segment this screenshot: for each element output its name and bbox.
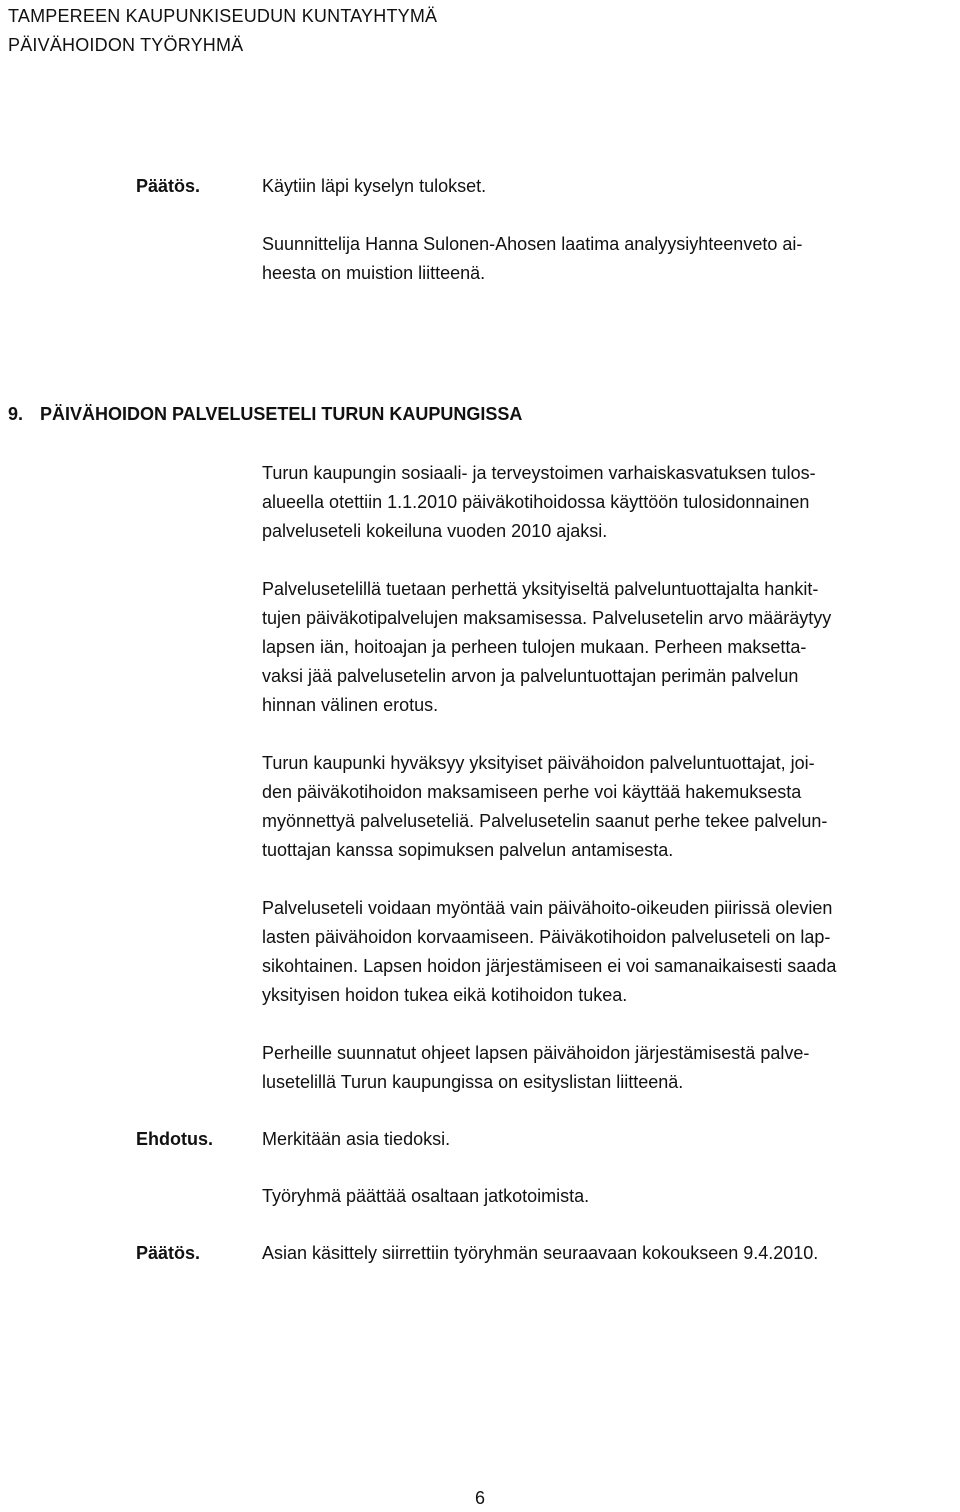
text-line: lasten päivähoidon korvaamiseen. Päiväkotihoidon palveluseteli on lap-	[262, 927, 831, 947]
text-line: Turun kaupunki hyväksyy yksityiset päivähoidon palveluntuottajat, joi-	[262, 753, 815, 773]
text-line: Palvelusetelillä tuetaan perhettä yksityiseltä palveluntuottajalta hankit-	[262, 579, 819, 599]
text-line: Käytiin läpi kyselyn tulokset.	[262, 176, 487, 196]
header-organization: TAMPEREEN KAUPUNKISEUDUN KUNTAYHTYMÄ	[8, 6, 438, 26]
text-line: Työryhmä päättää osaltaan jatkotoimista.	[262, 1186, 590, 1206]
document-header	[8, 2, 437, 60]
text-line: tujen päiväkotipalvelujen maksamisessa. Palvelusetelin arvo määräytyy	[262, 608, 832, 628]
text-line: myönnettyä palveluseteliä. Palvelusetelin saanut perhe tekee palvelun-	[262, 811, 828, 831]
text-line: vaksi jää palvelusetelin arvon ja palveluntuottajan perimän palvelun	[262, 666, 799, 686]
text-line: palveluseteli kokeiluna vuoden 2010 ajaksi.	[262, 521, 608, 541]
proposal-text	[262, 1125, 952, 1154]
text-line: yksityisen hoidon tukea eikä kotihoidon tukea.	[262, 985, 628, 1005]
decision-label: Päätös.	[136, 176, 201, 196]
text-line: tuottajan kanssa sopimuksen palvelun antamisesta.	[262, 840, 674, 860]
text-line: Perheille suunnatut ohjeet lapsen päivähoidon järjestämisestä palve-	[262, 1043, 810, 1063]
body-paragraph	[262, 894, 952, 1010]
section-number: 9.	[8, 404, 24, 424]
page-number: 6	[474, 1488, 485, 1508]
text-line: lapsen iän, hoitoajan ja perheen tulojen mukaan. Perheen maksetta-	[262, 637, 807, 657]
text-line: heesta on muistion liitteenä.	[262, 263, 486, 283]
section-heading	[8, 400, 522, 429]
header-group: PÄIVÄHOIDON TYÖRYHMÄ	[8, 35, 244, 55]
proposal-label: Ehdotus.	[136, 1129, 213, 1149]
decision-label: Päätös.	[136, 1243, 201, 1263]
body-paragraph	[262, 749, 952, 865]
body-paragraph	[262, 459, 952, 546]
note-paragraph	[262, 1182, 952, 1211]
text-line: den päiväkotihoidon maksamiseen perhe voi käyttää hakemuksesta	[262, 782, 802, 802]
text-line: sikohtainen. Lapsen hoidon järjestämiseen ei voi samanaikaisesti saada	[262, 956, 837, 976]
section-title: PÄIVÄHOIDON PALVELUSETELI TURUN KAUPUNGISSA	[40, 404, 523, 424]
text-line: Asian käsittely siirrettiin työryhmän seuraavaan kokoukseen 9.4.2010.	[262, 1243, 819, 1263]
text-line: alueella otettiin 1.1.2010 päiväkotihoidossa käyttöön tulosidonnainen	[262, 492, 810, 512]
text-line: Merkitään asia tiedoksi.	[262, 1129, 451, 1149]
body-paragraph	[262, 575, 952, 720]
note-paragraph	[262, 230, 952, 288]
body-paragraph	[262, 1039, 952, 1097]
decision-text	[262, 1239, 952, 1268]
text-line: lusetelillä Turun kaupungissa on esityslistan liitteenä.	[262, 1072, 684, 1092]
text-line: Suunnittelija Hanna Sulonen-Ahosen laatima analyysiyhteenveto ai-	[262, 234, 803, 254]
text-line: Palveluseteli voidaan myöntää vain päivähoito-oikeuden piirissä olevien	[262, 898, 833, 918]
text-line: Turun kaupungin sosiaali- ja terveystoimen varhaiskasvatuksen tulos-	[262, 463, 816, 483]
text-line: hinnan välinen erotus.	[262, 695, 439, 715]
decision-text	[262, 172, 952, 201]
